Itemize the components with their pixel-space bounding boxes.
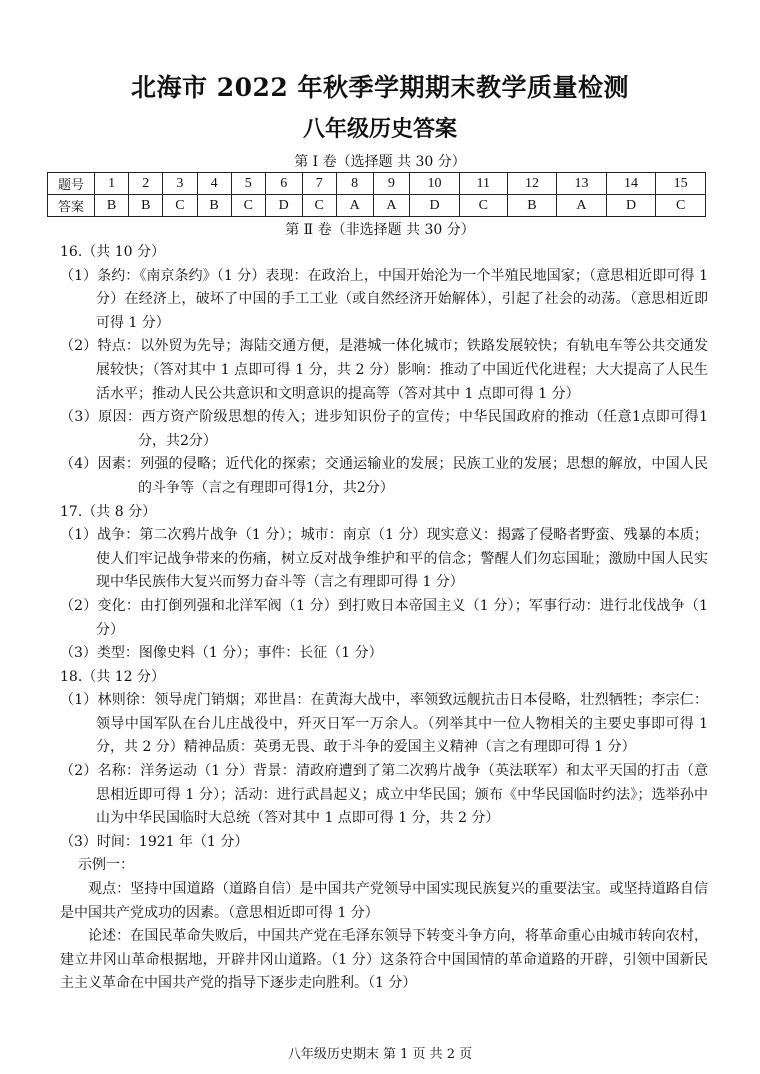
table-cell: 14 (606, 173, 656, 195)
table-cell: 10 (410, 173, 460, 195)
question-17-heading: 17.（共 8 分） (60, 503, 157, 520)
table-cell: A (373, 195, 410, 217)
table-cell: A (336, 195, 373, 217)
table-cell: 2 (129, 173, 163, 195)
answer-table (47, 172, 706, 217)
table-cell: B (507, 195, 557, 217)
page-subtitle: 八年级历史答案 (302, 116, 457, 142)
table-cell: 9 (373, 173, 410, 195)
table-cell: C (163, 195, 197, 217)
table-cell: A (557, 195, 607, 217)
question-16-item-3: （3）原因：西方资产阶级思想的传入；进步知识份子的宣传；中华民国政府的推动（任意1点即可得1分，共2分） (60, 409, 708, 449)
table-cell: B (95, 195, 129, 217)
table-cell: 8 (336, 173, 373, 195)
example-label: 示例一： (78, 857, 134, 874)
table-cell: 3 (163, 173, 197, 195)
table-cell: 6 (265, 173, 302, 195)
table-cell: C (656, 195, 706, 217)
table-cell: C (459, 195, 507, 217)
table-cell: B (129, 195, 163, 217)
question-17-item-2: （2）变化：由打倒列强和北洋军阀（1 分）到打败日本帝国主义（1 分）；军事行动：进行北伐战争（1 分） (60, 597, 708, 638)
question-16-item-2: （2）特点：以外贸为先导；海陆交通方便，是港城一体化城市；铁路发展较快；有轨电车等公共交通发展较快；（答对其中 1 点即可得 1 分，共 2 分）影响：推动了中国近代化进程；大大提高了人民生活水平；推动人民公共意识和文明意识的提高等（答对其中 1 点即可得 1 分） (60, 338, 708, 402)
table-cell: 15 (656, 173, 706, 195)
table-cell: 5 (231, 173, 265, 195)
table-cell: D (606, 195, 656, 217)
section-heading-part2: 第 Ⅱ 卷（非选择题 共 30 分） (285, 222, 475, 238)
page-title: 北海市 2022 年秋季学期期末教学质量检测 (131, 73, 629, 102)
table-row-numbers (48, 173, 706, 195)
table-cell: C (302, 195, 336, 217)
question-18-item-1: （1）林则徐：领导虎门销烟；邓世昌：在黄海大战中，率领致远舰抗击日本侵略，壮烈牺牲；李宗仁：领导中国军队在台儿庄战役中，歼灭日军一万余人。（列举其中一位人物相关的主要史事即可得 1 分，共 2 分）精神品质：英勇无畏、敢于斗争的爱国主义精神（言之有理即可得 1 分） (60, 692, 708, 756)
table-cell: 12 (507, 173, 557, 195)
viewpoint-paragraph: 观点：坚持中国道路（道路自信）是中国共产党领导中国实现民族复兴的重要法宝。或坚持道路自信是中国共产党成功的因素。（意思相近即可得 1 分） (60, 881, 708, 921)
row-label-number: 题号 (48, 173, 95, 195)
question-16-item-4: （4）因素：列强的侵略；近代化的探索；交通运输业的发展；民族工业的发展；思想的解放，中国人民的斗争等（言之有理即可得1分，共2分） (60, 456, 708, 496)
question-18-heading: 18.（共 12 分） (60, 668, 165, 685)
question-17-item-1: （1）战争：第二次鸦片战争（1 分）；城市：南京（1 分）现实意义：揭露了侵略者野蛮、残暴的本质；使人们牢记战争带来的伤痛，树立反对战争维护和平的信念；警醒人们勿忘国耻；激励中国人民实现中华民族伟大复兴而努力奋斗等（言之有理即可得 1 分） (60, 527, 708, 591)
question-16-item-1: （1）条约：《南京条约》（1 分）表现：在政治上，中国开始沦为一个半殖民地国家；（意思相近即可得 1 分）在经济上，破坏了中国的手工工业（或自然经济开始解体），引起了社会的动荡。（意思相近即可得 1 分） (60, 267, 708, 331)
answer-body (60, 241, 708, 996)
question-16-heading: 16.（共 10 分） (60, 244, 165, 260)
table-cell: D (410, 195, 460, 217)
table-cell: C (231, 195, 265, 217)
table-cell: 4 (197, 173, 231, 195)
page-footer: 八年级历史期末 第 1 页 共 2 页 (287, 1047, 473, 1062)
table-cell: 11 (459, 173, 507, 195)
argument-paragraph: 论述：在国民革命失败后，中国共产党在毛泽东领导下转变斗争方向，将革命重心由城市转向农村，建立井冈山革命根据地，开辟井冈山道路。（1 分）这条符合中国国情的革命道路的开辟，引领中国新民主主义革命在中国共产党的指导下逐步走向胜利。（1 分） (60, 928, 708, 992)
table-cell: 1 (95, 173, 129, 195)
question-17-item-3: （3）类型：图像史料（1 分）；事件：长征（1 分） (60, 645, 383, 662)
table-row-answers (48, 195, 706, 217)
table-cell: 13 (557, 173, 607, 195)
table-cell: 7 (302, 173, 336, 195)
row-label-answer: 答案 (48, 195, 95, 217)
table-cell: D (265, 195, 302, 217)
question-18-item-3: （3）时间：1921 年（1 分） (60, 833, 249, 850)
table-cell: B (197, 195, 231, 217)
section-heading-part1: 第 Ⅰ 卷（选择题 共 30 分） (294, 154, 466, 170)
question-18-item-2: （2）名称：洋务运动（1 分）背景：清政府遭到了第二次鸦片战争（英法联军）和太平天国的打击（意思相近即可得 1 分）；活动：进行武昌起义；成立中华民国；颁布《中华民国临时约法》；选举孙中山为中华民国临时大总统（答对其中 1 点即可得 1 分，共 2 分） (60, 763, 708, 827)
